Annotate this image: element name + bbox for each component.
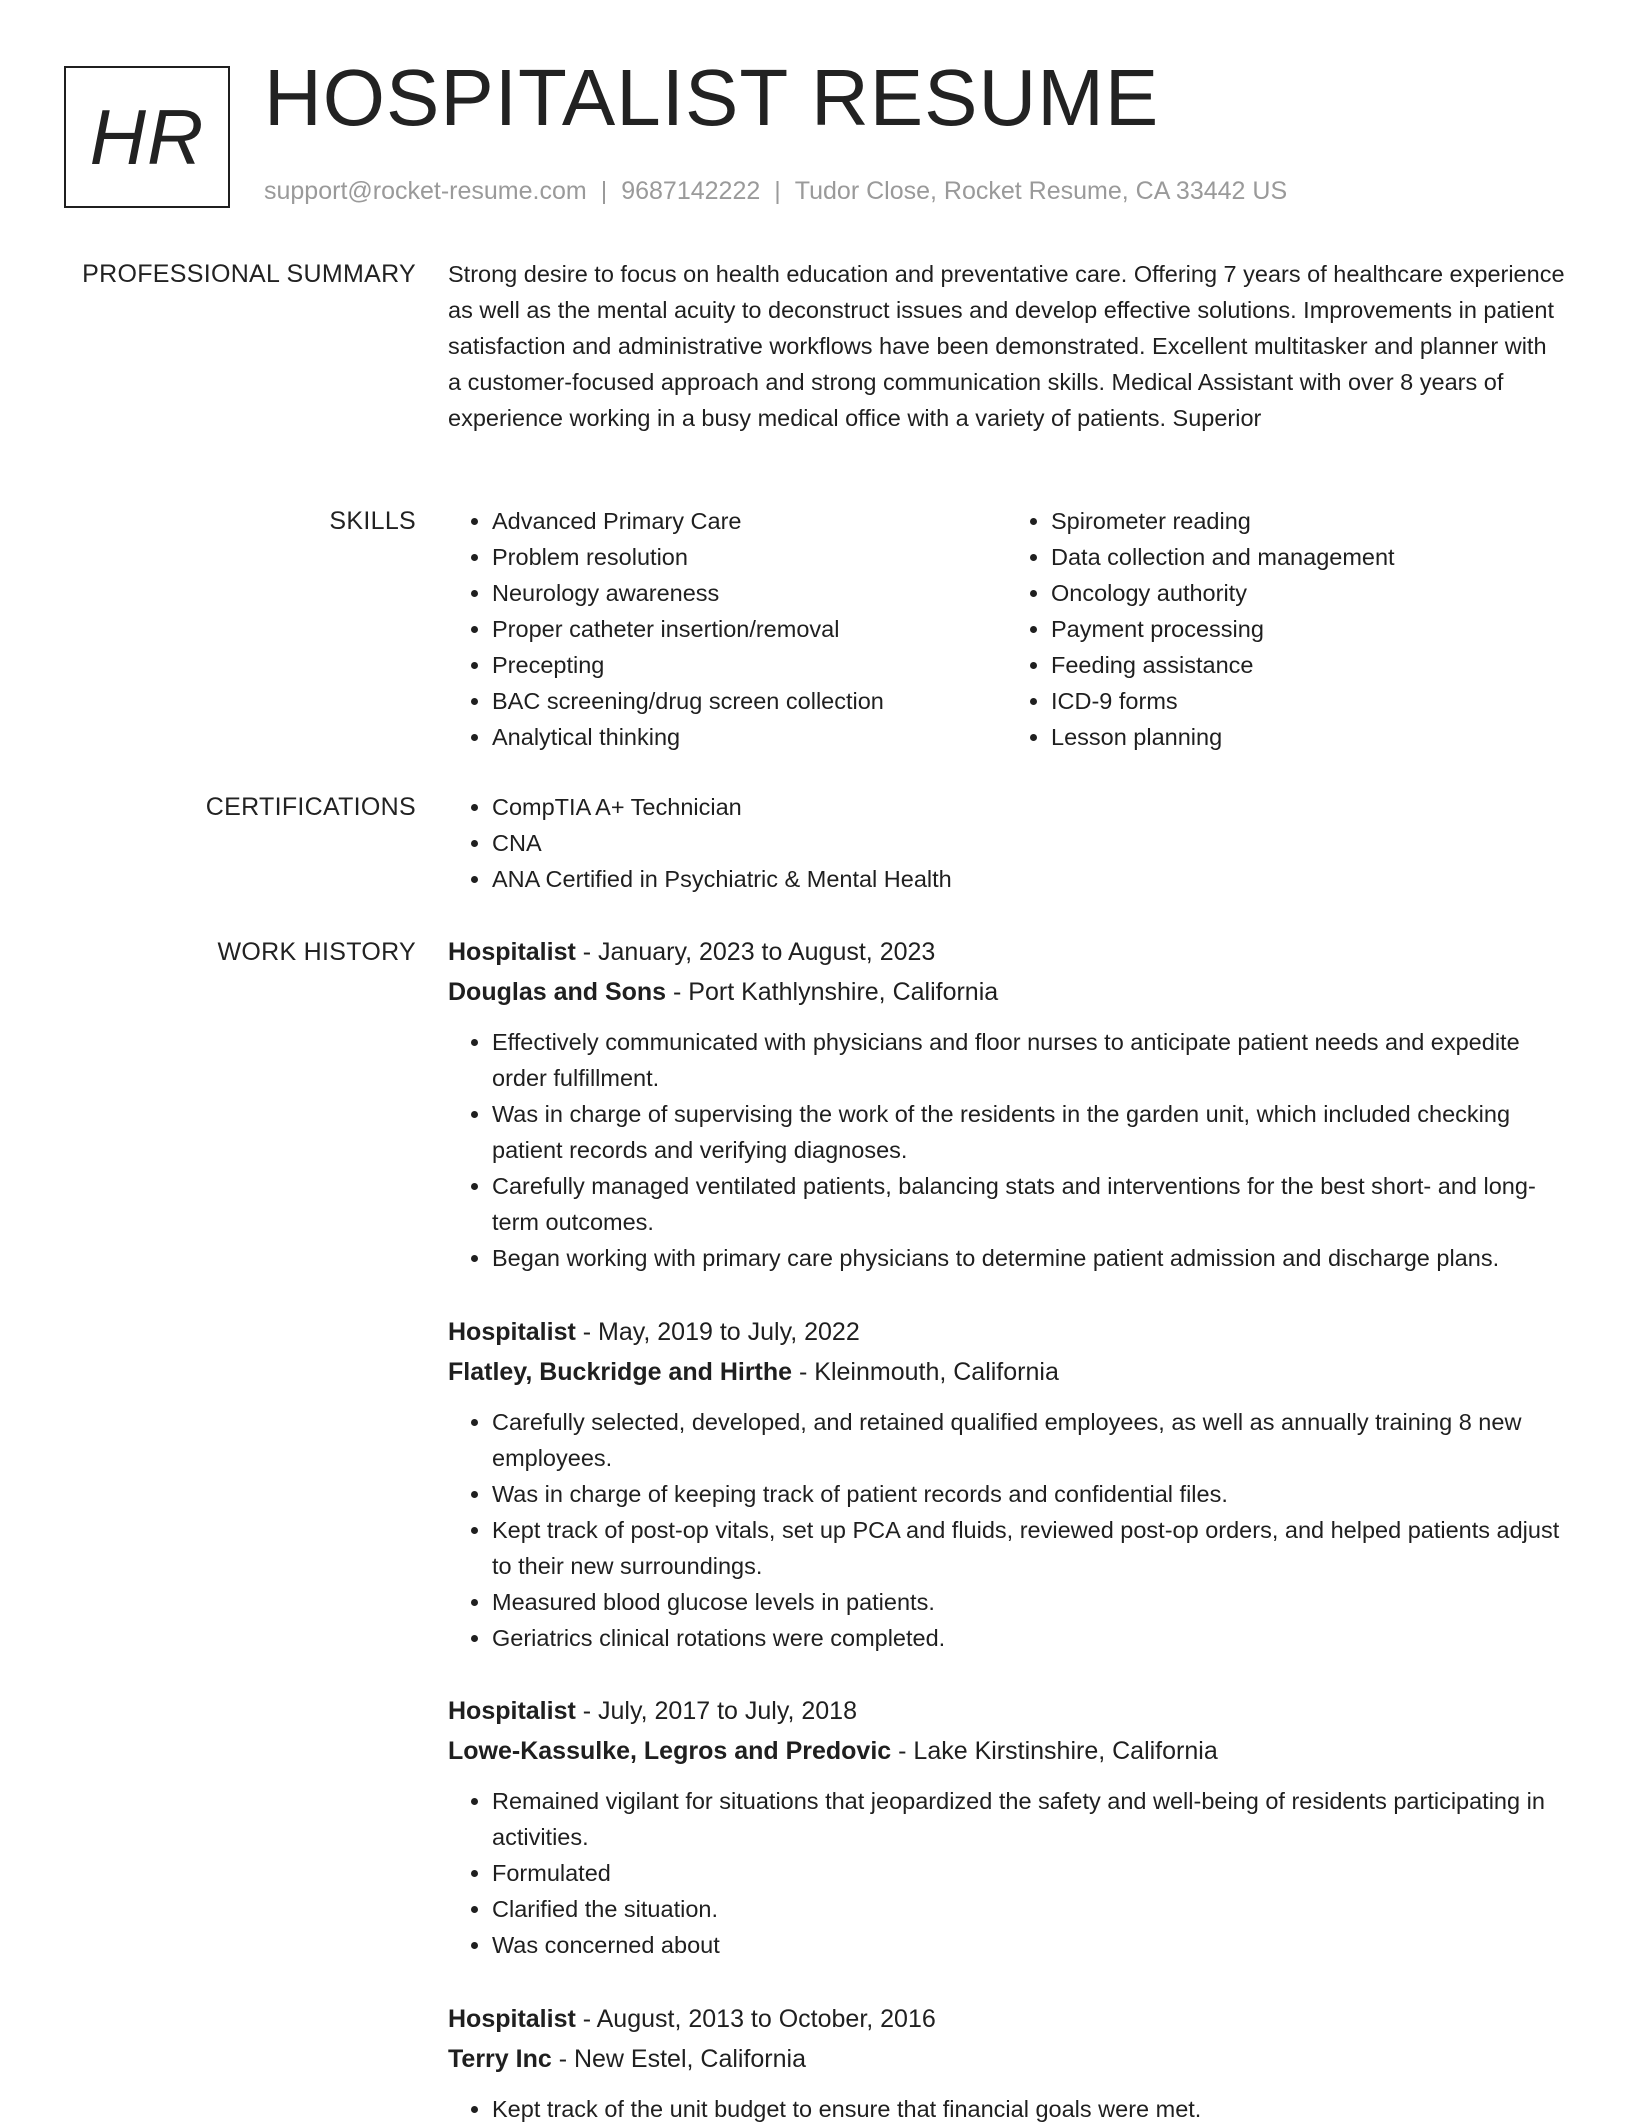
job-title-line — [448, 934, 1566, 970]
job-entry — [448, 1314, 1566, 1656]
job-company-line — [448, 1354, 1566, 1390]
job-dates: - August, 2013 to October, 2016 — [575, 2005, 936, 2033]
job-bullet: • Formulated — [492, 1855, 1566, 1891]
monogram-box — [64, 66, 230, 208]
job-bullet: • Measured blood glucose levels in patients. — [492, 1584, 1566, 1620]
job-company-line — [448, 1733, 1566, 1769]
job-bullet: • Effectively communicated with physicians and floor nurses to anticipate patient needs and expedite order fulfillment. — [492, 1024, 1566, 1096]
summary-text: Strong desire to focus on health education and preventative care. Offering 7 years of healthcare experience as well as the mental acuity to deconstruct issues and develop effective solutions. Improvements in patient satisfaction and administrative workflows have been demonstrated. Excellent multitasker and planner with a customer-focused approach and strong communication skills. Medical Assistant with over 8 years of experience working in a busy medical office with a variety of patients. Superior — [448, 261, 1565, 431]
skill-item: • BAC screening/drug screen collection — [492, 683, 1007, 719]
job-bullet: • Was in charge of supervising the work of the residents in the garden unit, which included checking patient records and verifying diagnoses. — [492, 1096, 1566, 1168]
job-bullet: • Carefully selected, developed, and retained qualified employees, as well as annually training 8 new employees. — [492, 1404, 1566, 1476]
job-company-line — [448, 2041, 1566, 2077]
skill-item: • Payment processing — [1051, 611, 1566, 647]
job-entry — [448, 1693, 1566, 1963]
skills-list-left — [448, 503, 1007, 755]
job-location: - Kleinmouth, California — [792, 1358, 1059, 1386]
skill-item: • Proper catheter insertion/removal — [492, 611, 1007, 647]
contact-line — [264, 176, 1287, 206]
certifications-content — [448, 789, 1566, 897]
contact-email: support@rocket-resume.com — [264, 177, 587, 205]
summary-label: PROFESSIONAL SUMMARY — [82, 260, 416, 288]
job-bullets — [448, 1783, 1566, 1963]
certification-item: • CNA — [492, 825, 1566, 861]
job-company: Flatley, Buckridge and Hirthe — [448, 1358, 793, 1386]
work-history-label: WORK HISTORY — [217, 938, 416, 966]
job-title: Hospitalist — [448, 938, 576, 966]
job-bullet: • Kept track of the unit budget to ensure that financial goals were met. — [492, 2091, 1566, 2127]
job-bullet: • Kept track of post-op vitals, set up PCA and fluids, reviewed post-op orders, and helped patients adjust to their new surroundings. — [492, 1512, 1566, 1584]
job-location: - Port Kathlynshire, California — [666, 978, 999, 1006]
job-bullet: • Was in charge of keeping track of patient records and confidential files. — [492, 1476, 1566, 1512]
job-dates: - January, 2023 to August, 2023 — [575, 938, 936, 966]
contact-address: Tudor Close, Rocket Resume, CA 33442 US — [794, 177, 1288, 205]
skill-item: • Feeding assistance — [1051, 647, 1566, 683]
job-bullet: • Was concerned about — [492, 1927, 1566, 1963]
job-bullets — [448, 1024, 1566, 1276]
job-location: - Lake Kirstinshire, California — [891, 1737, 1218, 1765]
certifications-label: CERTIFICATIONS — [205, 793, 416, 821]
job-bullets — [448, 2091, 1566, 2127]
skill-item: • Neurology awareness — [492, 575, 1007, 611]
job-title-line — [448, 1693, 1566, 1729]
skill-item: • Spirometer reading — [1051, 503, 1566, 539]
certification-item: • ANA Certified in Psychiatric & Mental Health — [492, 861, 1566, 897]
job-bullets — [448, 1404, 1566, 1656]
summary-content — [448, 256, 1566, 436]
job-bullet: • Remained vigilant for situations that jeopardized the safety and well-being of residents participating in activities. — [492, 1783, 1566, 1855]
job-title-line — [448, 1314, 1566, 1350]
job-company: Douglas and Sons — [448, 978, 667, 1006]
job-entry — [448, 2001, 1566, 2127]
skill-item: • Advanced Primary Care — [492, 503, 1007, 539]
certifications-list — [448, 789, 1566, 897]
skill-item: • Oncology authority — [1051, 575, 1566, 611]
job-bullet: • Carefully managed ventilated patients, balancing stats and interventions for the best short- and long-term outcomes. — [492, 1168, 1566, 1240]
skills-list-right — [1007, 503, 1566, 755]
contact-separator: | — [600, 177, 608, 205]
skill-item: • Precepting — [492, 647, 1007, 683]
skill-item: • Analytical thinking — [492, 719, 1007, 755]
job-dates: - July, 2017 to July, 2018 — [575, 1697, 857, 1725]
monogram-text: HR — [89, 92, 205, 181]
job-bullet: • Geriatrics clinical rotations were completed. — [492, 1620, 1566, 1656]
skills-columns — [448, 503, 1566, 755]
job-bullet: • Began working with primary care physicians to determine patient admission and discharge plans. — [492, 1240, 1566, 1276]
skill-item: • Lesson planning — [1051, 719, 1566, 755]
skills-label: SKILLS — [329, 507, 416, 535]
page-title: HOSPITALIST RESUME — [264, 53, 1160, 142]
skill-item: • Data collection and management — [1051, 539, 1566, 575]
job-company: Terry Inc — [448, 2045, 552, 2073]
contact-phone: 9687142222 — [621, 177, 761, 205]
job-bullet: • Clarified the situation. — [492, 1891, 1566, 1927]
job-title-line — [448, 2001, 1566, 2037]
job-location: - New Estel, California — [551, 2045, 806, 2073]
job-title: Hospitalist — [448, 1318, 576, 1346]
job-company: Lowe-Kassulke, Legros and Predovic — [448, 1737, 892, 1765]
skill-item: • ICD-9 forms — [1051, 683, 1566, 719]
job-company-line — [448, 974, 1566, 1010]
job-entry — [448, 934, 1566, 1276]
job-dates: - May, 2019 to July, 2022 — [575, 1318, 860, 1346]
certification-item: • CompTIA A+ Technician — [492, 789, 1566, 825]
job-title: Hospitalist — [448, 1697, 576, 1725]
contact-separator: | — [774, 177, 781, 205]
skill-item: • Problem resolution — [492, 539, 1007, 575]
job-title: Hospitalist — [448, 2005, 576, 2033]
